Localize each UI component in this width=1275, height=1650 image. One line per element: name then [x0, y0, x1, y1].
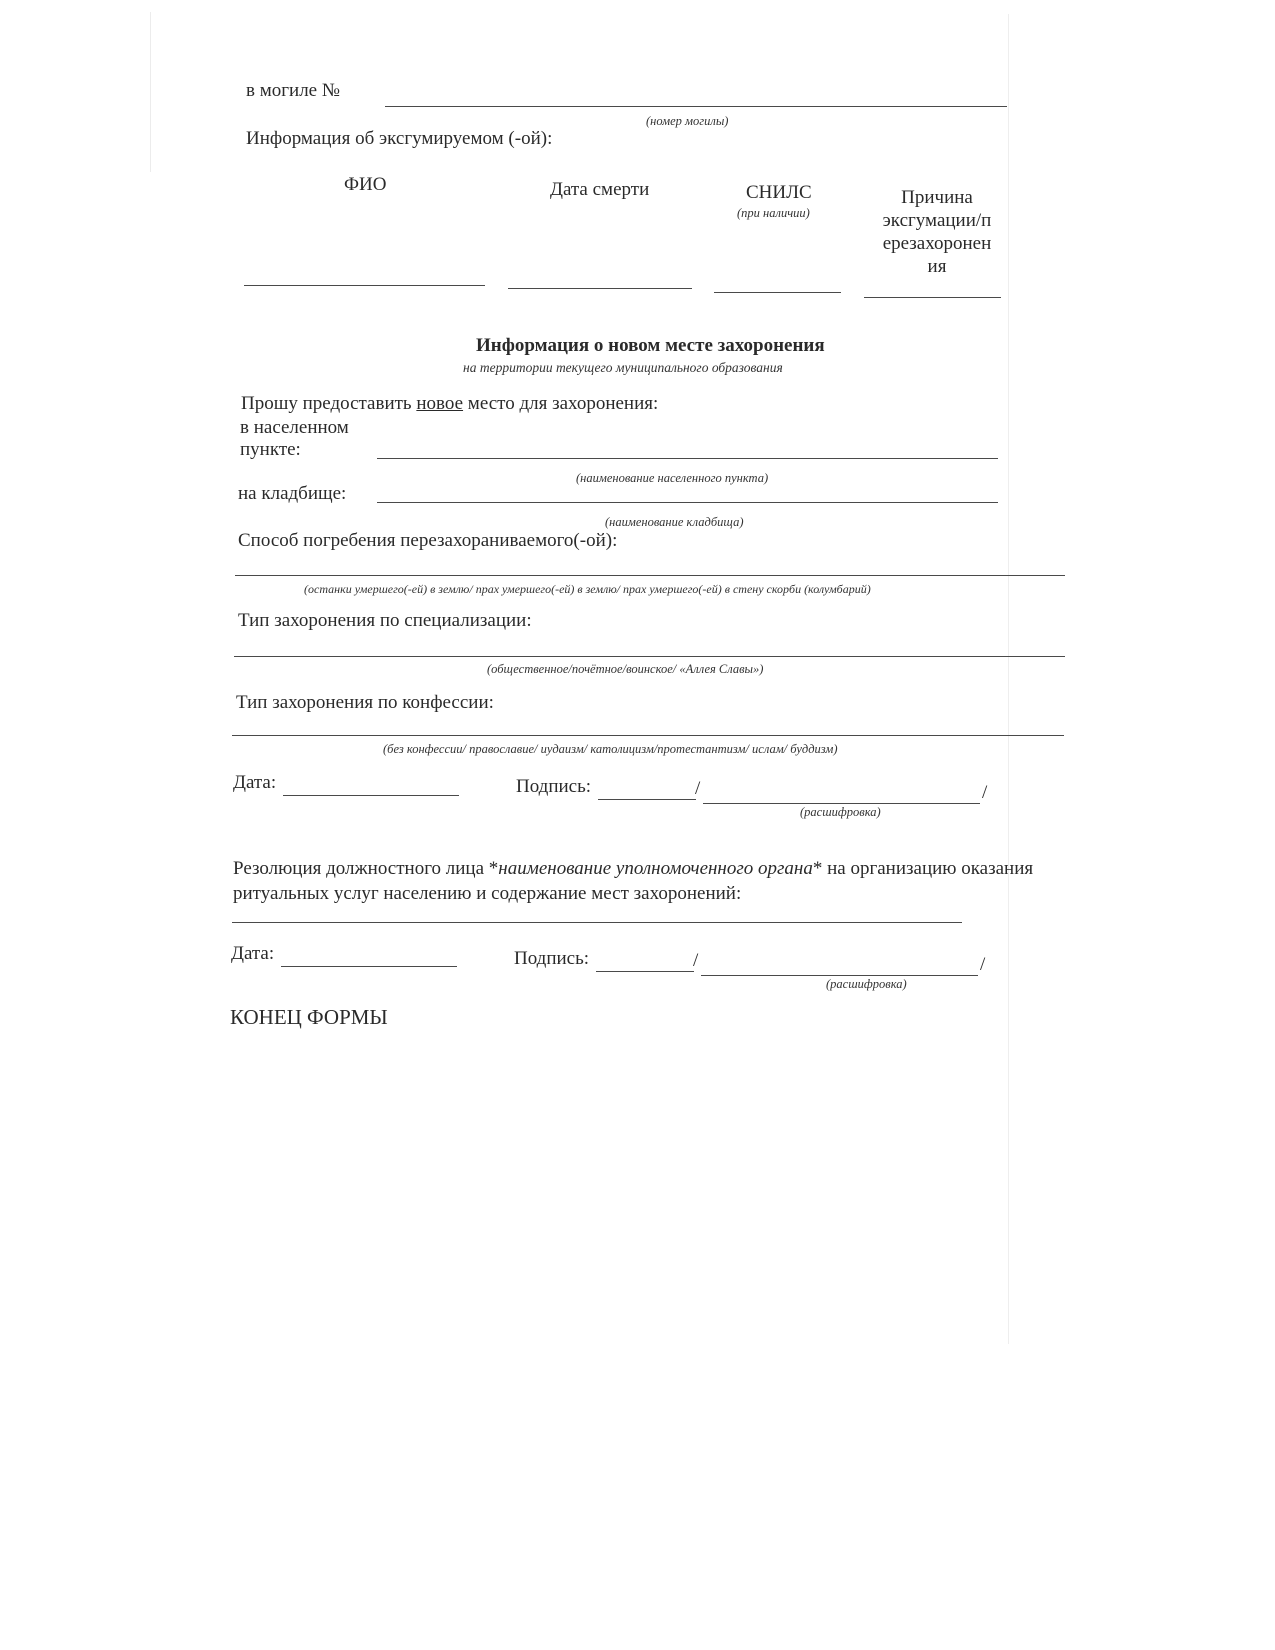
settlement-hint: (наименование населенного пункта)	[576, 471, 769, 485]
column-snils: СНИЛС	[746, 182, 812, 203]
settlement-label-1: в населенном	[240, 417, 349, 438]
signature-field[interactable]	[596, 971, 694, 972]
new-place-subheading: на территории текущего муниципального образования	[463, 360, 783, 375]
confession-field[interactable]	[232, 735, 1064, 736]
slash: /	[693, 950, 699, 971]
date-label: Дата:	[233, 772, 277, 793]
snils-hint: (при наличии)	[737, 206, 810, 220]
death-date-field[interactable]	[508, 288, 692, 289]
date-label: Дата:	[231, 943, 275, 964]
column-fio: ФИО	[344, 174, 387, 195]
column-death-date: Дата смерти	[550, 179, 650, 200]
resolution-field[interactable]	[232, 922, 962, 923]
cemetery-label: на кладбище:	[238, 483, 347, 504]
request-underlined: новое	[416, 393, 464, 414]
exhumed-title: Информация об эксгумируемом (-ой):	[246, 128, 553, 149]
slash: /	[695, 778, 701, 799]
cemetery-field[interactable]	[377, 502, 998, 503]
date-field[interactable]	[281, 966, 457, 967]
grave-number-hint: (номер могилы)	[646, 114, 729, 128]
cemetery-hint: (наименование кладбища)	[605, 515, 744, 529]
burial-method-field[interactable]	[235, 575, 1065, 576]
slash: /	[982, 782, 988, 803]
new-place-heading: Информация о новом месте захоронения	[476, 335, 825, 356]
signature-field[interactable]	[598, 799, 696, 800]
fio-field[interactable]	[244, 285, 485, 286]
scan-edge	[150, 12, 151, 172]
reason-line: ия	[927, 256, 947, 277]
burial-method-label: Способ погребения перезахораниваемого(-ой):	[238, 530, 618, 551]
confession-label: Тип захоронения по конфессии:	[236, 692, 494, 713]
specialization-field[interactable]	[234, 656, 1065, 657]
specialization-hint: (общественное/почётное/воинское/ «Аллея Славы»)	[487, 662, 764, 676]
request-text	[241, 393, 658, 415]
signature-label: Подпись:	[516, 776, 592, 797]
signature-label: Подпись:	[514, 948, 590, 969]
resolution-italic: наименование уполномоченного органа	[498, 858, 813, 879]
column-reason	[872, 186, 1002, 278]
decode-hint: (расшифровка)	[826, 977, 907, 991]
grave-number-field[interactable]	[385, 106, 1007, 107]
signature-decode-field[interactable]	[701, 975, 978, 976]
reason-line: ерезахоронен	[882, 233, 992, 254]
specialization-label: Тип захоронения по специализации:	[238, 610, 532, 631]
burial-method-hint: (останки умершего(-ей) в землю/ прах умершего(-ей) в землю/ прах умершего(-ей) в стену скорби (колумбарий)	[304, 582, 871, 596]
signature-decode-field[interactable]	[703, 803, 980, 804]
reason-field[interactable]	[864, 297, 1001, 298]
settlement-field[interactable]	[377, 458, 998, 459]
request-prefix: Прошу предоставить	[241, 393, 417, 414]
confession-hint: (без конфессии/ православие/ иудаизм/ католицизм/протестантизм/ ислам/ буддизм)	[383, 742, 838, 756]
grave-label: в могиле №	[246, 80, 340, 101]
snils-field[interactable]	[714, 292, 841, 293]
slash: /	[980, 954, 986, 975]
scan-edge	[1008, 14, 1009, 1344]
reason-line: эксгумации/п	[882, 210, 992, 231]
form-end-text: КОНЕЦ ФОРМЫ	[230, 1005, 388, 1029]
reason-line: Причина	[901, 187, 973, 208]
resolution-prefix: Резолюция должностного лица *	[233, 858, 499, 879]
request-suffix: место для захоронения:	[463, 393, 659, 414]
decode-hint: (расшифровка)	[800, 805, 881, 819]
settlement-label-2: пункте:	[240, 439, 301, 460]
resolution-line-2: ритуальных услуг населению и содержание мест захоронений:	[233, 883, 742, 904]
resolution-suffix: * на организацию оказания	[812, 858, 1034, 879]
date-field[interactable]	[283, 795, 459, 796]
resolution-text	[233, 858, 1033, 880]
